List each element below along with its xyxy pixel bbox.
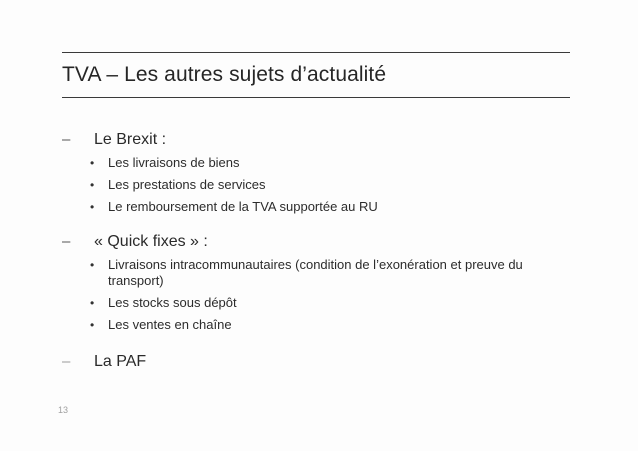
bullet-icon: • [90,156,95,170]
list-item [86,317,568,333]
dash-marker: – [62,353,71,370]
bullet-list [62,257,568,333]
section-heading: Le Brexit : [94,131,167,148]
list-item-text: Livraisons intracommunautaires (condition de l’exonération et preuve du transport) [108,257,523,288]
list-item-text: Les prestations de services [108,177,266,192]
dash-marker: – [62,233,71,250]
list-item [86,199,568,215]
list-item-text: Les livraisons de biens [108,155,240,170]
section-heading: La PAF [94,353,147,370]
list-item-text: Le remboursement de la TVA supportée au RU [108,199,378,214]
list-item [86,155,568,171]
section-paf [62,353,146,371]
slide-title: TVA – Les autres sujets d’actualité [62,63,387,86]
title-top-rule [62,52,570,53]
section-heading: « Quick fixes » : [94,233,208,250]
bullet-list [62,155,568,215]
section-heading-row [62,353,146,371]
list-item [86,295,568,311]
bullet-icon: • [90,200,95,214]
section-heading-row [62,131,568,149]
section-brexit [62,131,568,221]
section-heading-row [62,233,568,251]
list-item-text: Les ventes en chaîne [108,317,232,332]
list-item [86,257,568,289]
title-bottom-rule [62,97,570,98]
list-item-text: Les stocks sous dépôt [108,295,237,310]
page-number: 13 [58,405,69,415]
bullet-icon: • [90,296,95,310]
bullet-icon: • [90,258,95,272]
bullet-icon: • [90,318,95,332]
section-quick-fixes [62,233,568,339]
list-item [86,177,568,193]
bullet-icon: • [90,178,95,192]
dash-marker: – [62,131,71,148]
